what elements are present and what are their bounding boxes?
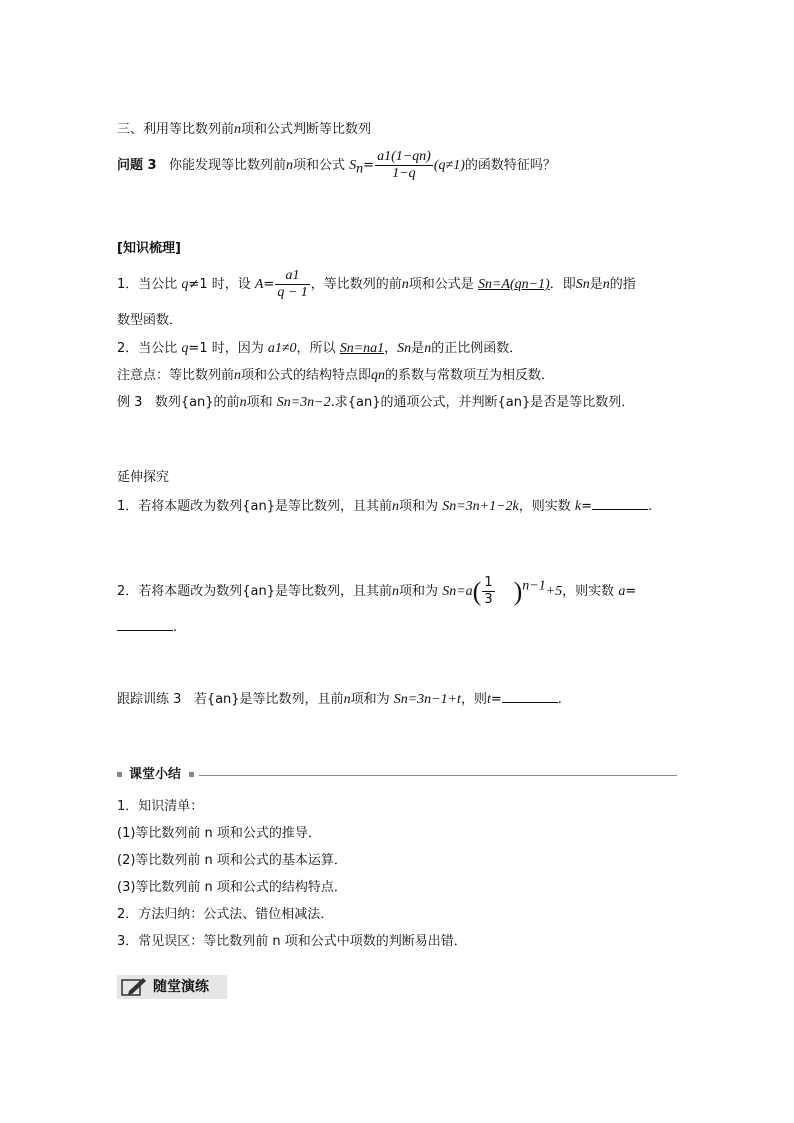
- text: ，则实数: [518, 499, 571, 514]
- extension-item-2: [117, 574, 636, 610]
- text: ，: [384, 341, 398, 356]
- var-n: n: [424, 341, 432, 356]
- var-a: a: [618, 584, 626, 599]
- var-n: n: [401, 277, 409, 292]
- fraction-denominator: q − 1: [277, 285, 308, 300]
- var-q: q: [181, 341, 189, 356]
- var-q: q: [181, 277, 189, 292]
- formula-underlined: Sn=A(qn−1): [477, 277, 550, 292]
- knowledge-heading: [知识梳理]: [117, 241, 181, 256]
- text: ，则: [460, 692, 487, 707]
- expr-a1: a1≠0: [267, 341, 297, 356]
- one-third-fraction: [482, 575, 494, 608]
- section-rule: [199, 775, 677, 776]
- extension-item-2-blank: [117, 618, 177, 637]
- extension-item-1: [117, 497, 652, 516]
- extension-heading: 延伸探究: [117, 470, 170, 485]
- text: ，则实数: [562, 584, 615, 599]
- var-n: n: [286, 158, 293, 173]
- answer-blank[interactable]: [592, 497, 648, 510]
- text: 若{an}是等比数列，且前: [193, 692, 344, 707]
- var-n: n: [239, 395, 247, 410]
- fraction-numerator: a1(1−qn): [377, 149, 431, 164]
- var-S: S: [349, 158, 357, 173]
- text: 的指: [609, 277, 636, 292]
- formula-tail: +5: [545, 584, 563, 599]
- text: 项和为: [350, 692, 390, 707]
- formula-underlined: Sn=na1: [339, 341, 385, 356]
- bullet-square-icon: [117, 772, 122, 777]
- var-n: n: [602, 277, 610, 292]
- question-text: 项和公式: [293, 158, 346, 173]
- var-n: n: [234, 368, 242, 383]
- right-paren: ): [513, 576, 523, 606]
- formula: Sn=3n+1−2k: [442, 499, 519, 514]
- left-paren: (: [472, 576, 482, 606]
- answer-blank[interactable]: [117, 618, 173, 631]
- summary-item: 3．常见误区：等比数列前 n 项和公式中项数的判断易出错．: [117, 934, 467, 949]
- text: 项和公式是: [408, 277, 474, 292]
- question-label: 问题 3: [117, 158, 157, 173]
- var-n: n: [392, 584, 400, 599]
- text: .求{an}的通项公式，并判断{an}是否是等比数列．: [330, 395, 635, 410]
- equals-sign: =: [363, 158, 375, 173]
- condition: (q≠1): [433, 158, 465, 173]
- formula: Sn=3n−2: [276, 395, 331, 410]
- sub-n: n: [356, 161, 364, 177]
- text: 数列{an}的前: [154, 395, 240, 410]
- var-A: A: [254, 277, 264, 292]
- text: ．即: [549, 277, 576, 292]
- note: [117, 367, 554, 385]
- section-heading-text: 项和公式判断等比数列: [241, 122, 372, 137]
- knowledge-item-1-cont: 数型函数．: [117, 313, 183, 328]
- bullet-square-icon: [189, 772, 194, 777]
- summary-item: 1．知识清单：: [117, 799, 204, 814]
- var-Sn: Sn: [397, 341, 412, 356]
- summary-section-bar: [117, 766, 677, 784]
- summary-item: 2．方法归纳：公式法、错位相减法．: [117, 907, 334, 922]
- text: 1．若将本题改为数列{an}是等比数列，且其前: [117, 499, 393, 514]
- text: 是: [589, 277, 603, 292]
- A-fraction: [275, 268, 309, 301]
- text: 2．当公比: [117, 341, 178, 356]
- question-text: 的函数特征吗？: [464, 158, 556, 173]
- var-Sn: Sn: [575, 277, 590, 292]
- summary-item: (2)等比数列前 n 项和公式的基本运算．: [117, 853, 347, 868]
- pencil-square-icon: [121, 977, 147, 997]
- text: 的正比例函数．: [431, 341, 523, 356]
- fraction-denominator: 1−q: [392, 166, 416, 181]
- text: ，等比数列的前: [310, 277, 402, 292]
- text: 项和: [246, 395, 273, 410]
- fraction-denominator: 3: [484, 592, 493, 607]
- summary-item: (1)等比数列前 n 项和公式的推导．: [117, 826, 321, 841]
- text: 注意点：等比数列前: [117, 368, 235, 383]
- question-text: 你能发现等比数列前: [168, 158, 286, 173]
- fraction-numerator: 1: [484, 575, 493, 590]
- tracking-training-3: [117, 690, 562, 709]
- practice-banner: [117, 975, 227, 999]
- text: ，所以: [296, 341, 336, 356]
- answer-blank[interactable]: [502, 690, 558, 703]
- formula-lead: Sn=a: [442, 584, 473, 599]
- equals-sign: =: [625, 584, 637, 599]
- var-k: k: [574, 499, 582, 514]
- text: 项和为: [399, 584, 439, 599]
- equals-sign: =: [581, 499, 593, 514]
- text: 项和为: [399, 499, 439, 514]
- text: 的系数与常数项互为相反数．: [385, 368, 555, 383]
- text: 项和公式的结构特点即: [241, 368, 372, 383]
- summary-title: 课堂小结: [129, 767, 182, 782]
- equals-sign: =: [490, 692, 502, 707]
- period: .: [173, 620, 178, 635]
- section-heading: [117, 121, 371, 139]
- formula: Sn=3n−1+t: [393, 692, 461, 707]
- text: 1．当公比: [117, 277, 178, 292]
- text: 是: [411, 341, 425, 356]
- practice-title: 随堂演练: [153, 979, 209, 995]
- expr-qn: qn: [371, 368, 386, 383]
- knowledge-item-1: [117, 267, 636, 303]
- text: =1 时，因为: [188, 341, 264, 356]
- example-label: 例 3: [117, 395, 143, 410]
- var-n: n: [343, 692, 351, 707]
- period: .: [557, 692, 562, 707]
- section-heading-text: 三、利用等比数列前: [117, 122, 235, 137]
- text: ≠1 时，设: [188, 277, 251, 292]
- fraction-numerator: a1: [275, 268, 309, 285]
- example-3: [117, 394, 634, 412]
- knowledge-item-2: [117, 340, 522, 358]
- exponent: n−1: [522, 578, 546, 594]
- var-t: t: [486, 692, 491, 707]
- var-n: n: [392, 499, 400, 514]
- question-3: [117, 148, 556, 184]
- tracking-label: 跟踪训练 3: [117, 692, 182, 707]
- period: .: [648, 499, 653, 514]
- equals-sign: =: [263, 277, 275, 292]
- text: 2．若将本题改为数列{an}是等比数列，且其前: [117, 584, 393, 599]
- var-n: n: [234, 122, 242, 137]
- summary-item: (3)等比数列前 n 项和公式的结构特点．: [117, 880, 347, 895]
- sum-formula-fraction: [375, 149, 433, 182]
